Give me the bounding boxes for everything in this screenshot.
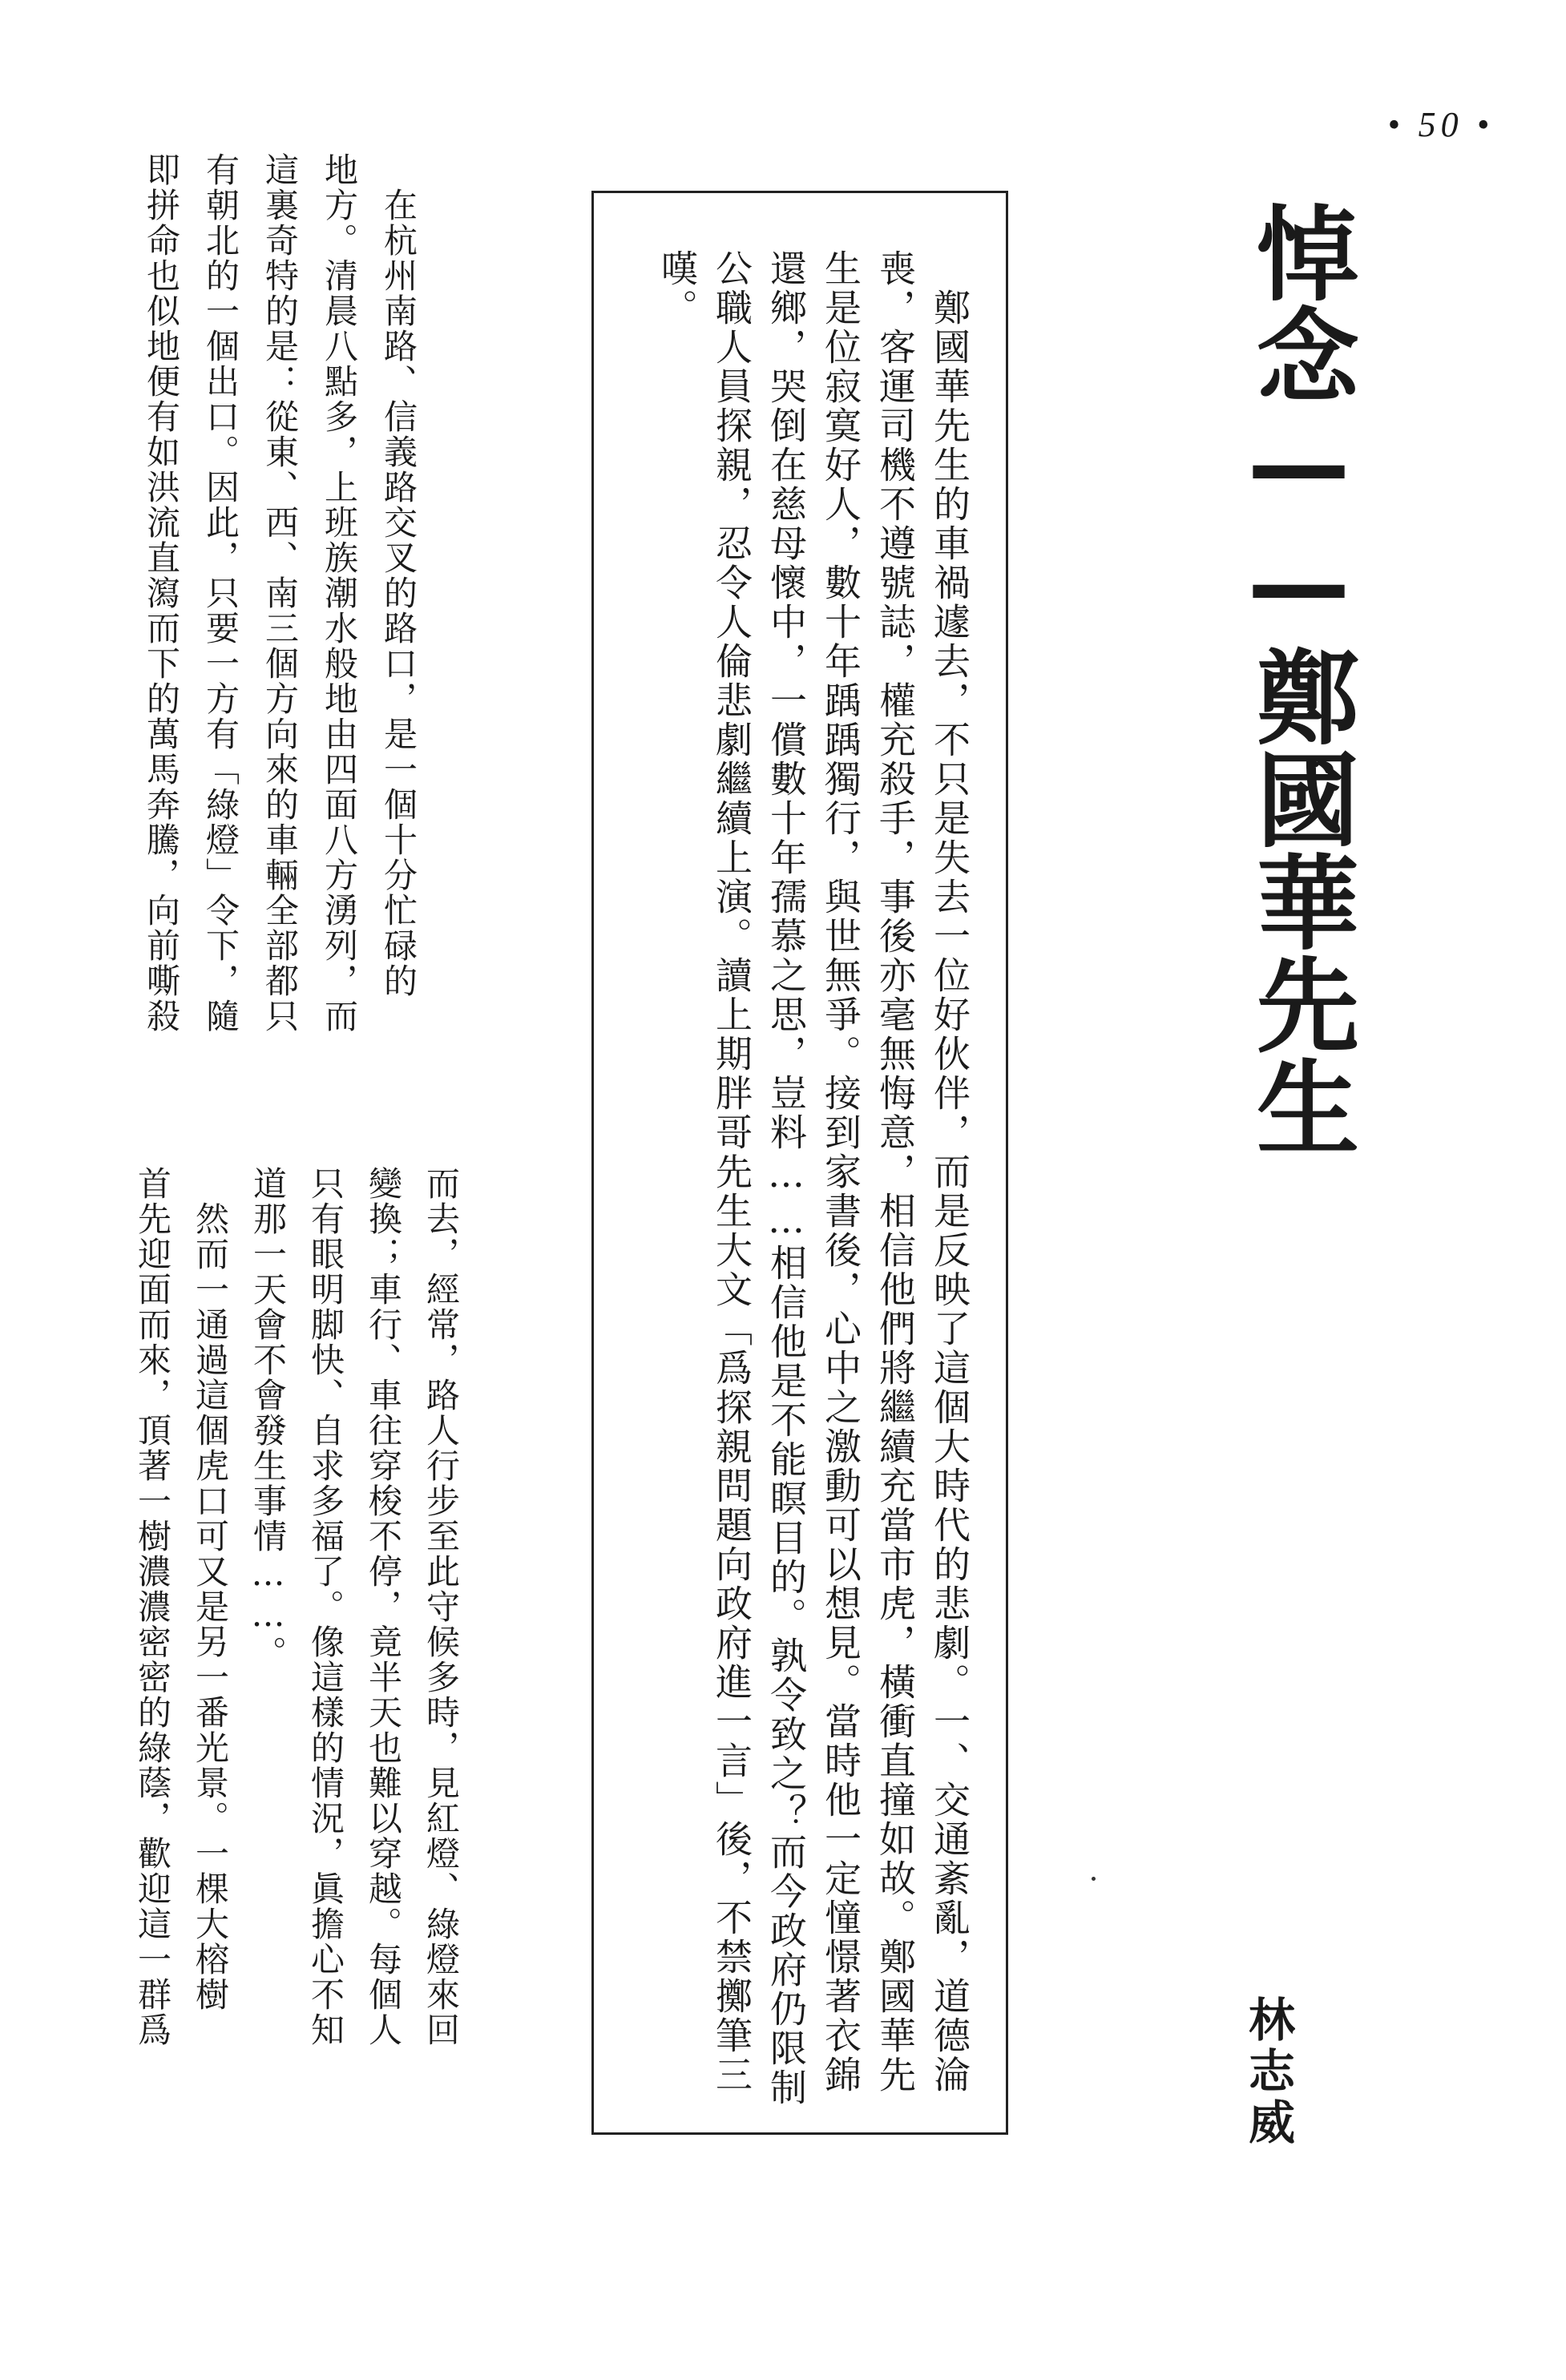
page-number: • 50 •	[1387, 105, 1494, 144]
preface-text: 鄭國華先生的車禍遽去，不只是失去一位好伙伴，而是反映了這個大時代的悲劇。一、交通紊亂，道德淪 喪，客運司機不遵號誌，權充殺手，事後亦毫無悔意，相信他們將繼續充當市虎，橫衝直撞如故。鄭國華先 生是位寂寞好人，數十年踽踽獨行，與世無爭。接到家書後，心中之激動可以想見。當時他一定憧憬著衣錦 還鄉，哭倒在慈母懷中，一償數十年孺慕之思，豈料……相信他是不能瞑目的。孰令致之？而今政府仍限制 公職人員探親，忍令人倫悲劇繼續上演。讀上期胖哥先生大文「爲探親問題向政府進一言」後，不禁擲筆三 嘆。	[656, 249, 971, 2108]
print-speck	[1092, 1877, 1096, 1881]
author-name: 林志威	[1241, 1995, 1295, 2149]
preface-box	[591, 191, 1008, 2135]
article-title: 悼念——鄭國華先生	[1239, 200, 1358, 1157]
body-text-upper: 在杭州南路、信義路交叉的路口，是一個十分忙碌的 地方。清晨八點多，上班族潮水般地由四面八方湧列，而 這裏奇特的是：從東、西、南三個方向來的車輛全部都只 有朝北的一個出口。因此，只要一方有「綠燈」令下，隨 即拼命也似地便有如洪流直瀉而下的萬馬奔騰，向前嘶殺	[142, 152, 418, 1034]
body-text-lower: 而去，經常，路人行步至此守候多時，見紅燈、綠燈來回 變換；車行、車往穿梭不停，竟半天也難以穿越。每個人 只有眼明脚快、自求多福了。像這樣的情況，眞擔心不知 道那一天會不會發生事情……。 然而一通過這個虎口可又是另一番光景。一棵大榕樹 首先迎面而來，頂著一樹濃濃密密的綠蔭，歡迎這一群爲	[133, 1166, 461, 2047]
